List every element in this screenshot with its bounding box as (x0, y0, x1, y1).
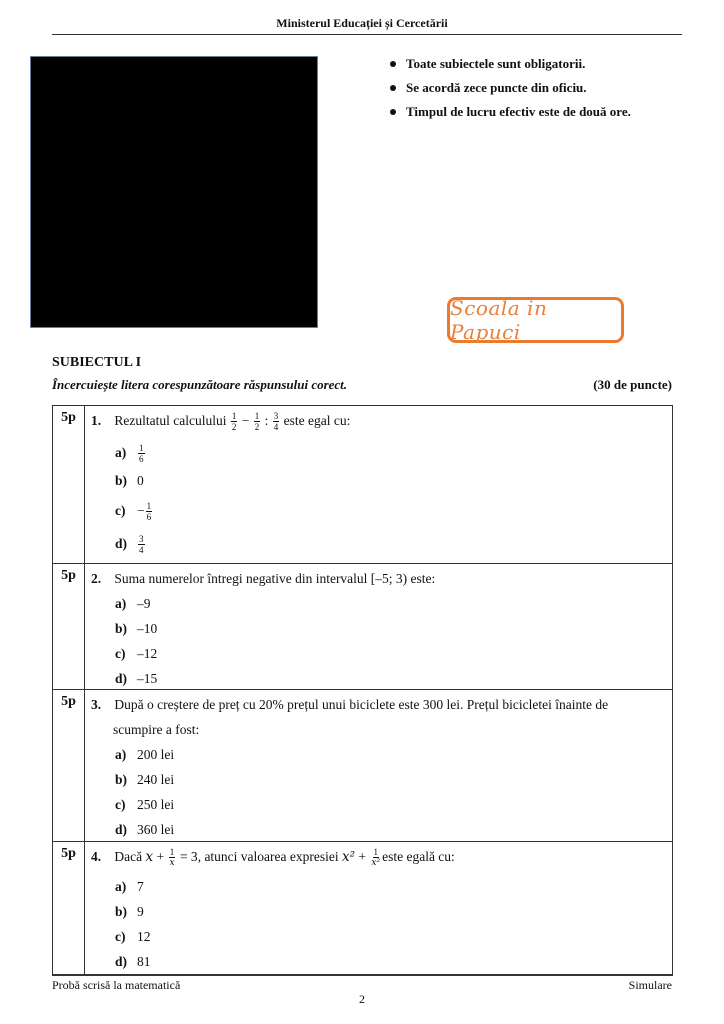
section-points: (30 de puncte) (593, 377, 672, 392)
answer-option-c[interactable]: c) 250 lei (115, 797, 175, 812)
page-number: 2 (359, 992, 365, 1006)
question-text: 4. Dacă x + $\frac{1}{x}$ = 3, atunci valoarea expresiei x² + $\frac{1}{\text{x²}}$ este egală cu: (91, 844, 666, 870)
question-number: 1. (91, 413, 102, 428)
question-number: 4. (91, 849, 102, 864)
question-row-4 (53, 842, 672, 974)
rule-item: Toate subiectele sunt obligatorii. (390, 52, 631, 76)
answer-option-c[interactable]: c) − $\frac{1}{6}$ (115, 500, 152, 522)
answer-option-b[interactable]: b) 240 lei (115, 772, 175, 787)
answer-option-d[interactable]: d) $\frac{3}{4}$ (115, 533, 144, 555)
question-number: 2. (91, 571, 102, 586)
question-text-continued: scumpire a fost: (113, 722, 200, 737)
rule-item: Se acordă zece puncte din oficiu. (390, 76, 631, 100)
bullet-icon (390, 85, 396, 91)
bullet-icon (390, 109, 396, 115)
answer-option-a[interactable]: a) 200 lei (115, 747, 175, 762)
fraction: $\frac{1}{2}$ (231, 411, 237, 433)
document-header: Ministerul Educației și Cercetării (276, 16, 448, 30)
answer-option-c[interactable]: c) –12 (115, 646, 158, 661)
question-row-3 (53, 690, 672, 842)
exam-rules-list (390, 52, 631, 124)
question-points: 5p (53, 564, 85, 689)
answer-option-d[interactable]: d) 81 (115, 954, 151, 969)
footer-exam-type: Simulare (628, 978, 672, 992)
fraction: $\frac{1}{6}$ (146, 500, 152, 522)
answer-option-b[interactable]: b) 9 (115, 904, 144, 919)
answer-option-d[interactable]: d) –15 (115, 671, 158, 686)
question-text: 1. Rezultatul calculului $\frac{1}{2}$ − $\frac{1}{2}$ : $\frac{3}{4}$ este egal cu: (91, 408, 666, 433)
header-divider (52, 34, 682, 35)
fraction: $\frac{3}{4}$ (139, 533, 144, 555)
footer-exam-name: Probă scrisă la matematică (52, 978, 181, 992)
question-row-1 (53, 406, 672, 564)
bullet-icon (390, 61, 396, 67)
answer-option-a[interactable]: a) 7 (115, 879, 144, 894)
scoala-in-papuci-logo: Scoala in Papuci (447, 297, 624, 343)
answer-option-a[interactable]: a) –9 (115, 596, 151, 611)
question-points: 5p (53, 842, 85, 974)
fraction: $\frac{3}{4}$ (273, 411, 279, 433)
fraction: $\frac{1}{2}$ (254, 411, 260, 433)
question-points: 5p (53, 690, 85, 841)
footer-divider (52, 975, 673, 976)
question-row-2 (53, 564, 672, 690)
fraction: $\frac{1}{\text{x²}}$ (371, 847, 381, 869)
question-text: 2. Suma numerelor întregi negative din intervalul [–5; 3) este: (91, 566, 666, 591)
answer-option-b[interactable]: b) 0 (115, 473, 144, 488)
answer-option-d[interactable]: d) 360 lei (115, 822, 175, 837)
answer-option-c[interactable]: c) 12 (115, 929, 151, 944)
answer-option-a[interactable]: a) $\frac{1}{6}$ (115, 442, 144, 464)
redacted-image-block (30, 56, 318, 328)
question-text: 3. După o creștere de preț cu 20% prețul unui biciclete este 300 lei. Prețul bicicletei înainte de (91, 692, 666, 717)
questions-table (52, 405, 673, 975)
answer-option-b[interactable]: b) –10 (115, 621, 158, 636)
rule-item: Timpul de lucru efectiv este de două ore. (390, 100, 631, 124)
question-points: 5p (53, 406, 85, 563)
fraction: $\frac{1}{x}$ (169, 847, 175, 869)
question-number: 3. (91, 697, 102, 712)
section-title: SUBIECTUL I (52, 355, 142, 370)
section-instruction: Încercuiește litera corespunzătoare răspunsului corect. (52, 377, 348, 392)
fraction: $\frac{1}{6}$ (139, 442, 144, 464)
